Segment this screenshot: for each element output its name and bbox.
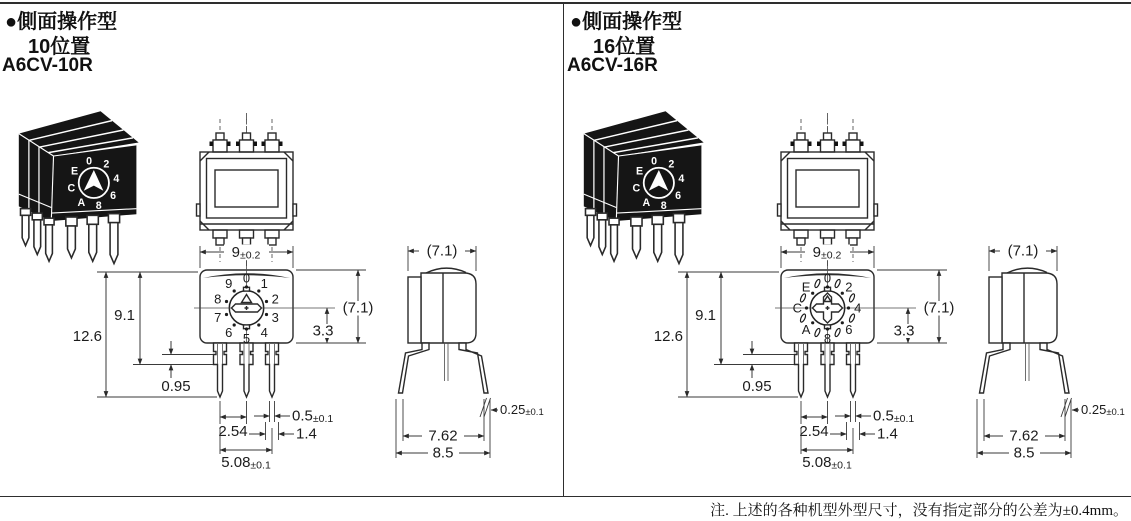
dial-position-dot (257, 289, 260, 292)
dim-pin-width: 0.5±0.1 (873, 407, 915, 425)
iso-front-pins (631, 214, 685, 264)
dial-position-dot (841, 321, 844, 324)
dial-position-label: 2 (103, 158, 110, 171)
dial-position-label: 6 (845, 322, 853, 337)
top-view (778, 113, 878, 266)
side-view (399, 268, 491, 417)
dial-position-label: 8 (214, 291, 222, 307)
dim-pin-width: 0.5±0.1 (292, 407, 334, 425)
dial-position-label: C (67, 182, 76, 195)
dial-position-dot (233, 323, 236, 326)
panel-positions: 16位置 (593, 36, 656, 58)
dial-position-label: 4 (113, 172, 120, 185)
dim-body-height: 9.1 (695, 307, 716, 324)
dial-position-dot (233, 289, 236, 292)
dial-position-dot (225, 300, 228, 303)
dial-position-label: 5 (242, 330, 251, 346)
dim-lead-thickness: 0.25±0.1 (500, 402, 544, 418)
dial-position-label: 8 (823, 330, 832, 346)
dial-position-label: 0 (242, 270, 251, 286)
dial-position-label: 1 (260, 276, 268, 292)
panel-model: A6CV-10R (2, 55, 93, 76)
dial-position-dot (245, 285, 248, 288)
dimension-drawing (0, 0, 563, 497)
dim-center-to-base: 3.3 (893, 322, 915, 340)
dial-position-label: 9 (225, 276, 233, 292)
dial-position-label: A (642, 196, 651, 209)
dial-position-label: E (636, 165, 644, 178)
dial-position-label: 4 (854, 300, 862, 316)
dial-position-label: C (792, 300, 802, 316)
dim-side-width-ref: (7.1) (1007, 242, 1039, 260)
dial-position-label: E (801, 279, 811, 295)
dim-center-to-base: 3.3 (312, 322, 334, 340)
dim-body-width: 9±0.2 (812, 244, 842, 262)
iso-front-pins (66, 214, 120, 264)
isometric-view (584, 111, 704, 263)
dim-body-height: 9.1 (114, 307, 135, 324)
dim-pin-span: 5.08±0.1 (802, 454, 852, 472)
dial-position-label: 8 (95, 200, 102, 213)
dial-position-dot (841, 292, 844, 295)
dial-position-label: 0 (86, 155, 92, 168)
dial-position-dot (826, 327, 829, 330)
dial-position-label: 2 (845, 279, 853, 295)
panel-positions: 10位置 (28, 36, 91, 58)
panel-model: A6CV-16R (567, 55, 658, 76)
dial-position-label: E (71, 165, 79, 178)
dial-position-dot (847, 306, 850, 309)
dial-position-dot (805, 306, 808, 309)
dial-position-dot (826, 285, 829, 288)
dim-collar-height: 0.95 (742, 378, 772, 395)
dial-position-dot (265, 300, 268, 303)
panel-a6cv-10r (0, 0, 563, 497)
dim-pin-pitch: 2.54 (799, 423, 829, 440)
dial-position-label: 7 (214, 310, 222, 325)
dimension-drawing (565, 0, 1128, 497)
dial-position-label: 0 (651, 155, 657, 168)
dim-lead-span-outer: 8.5 (1013, 444, 1035, 462)
dial-position-dot (225, 313, 228, 316)
panel-a6cv-16r (565, 0, 1131, 497)
top-view (197, 113, 297, 266)
dial-position-label: 6 (225, 325, 233, 341)
dial-position-dot (257, 323, 260, 326)
dim-collar-width: 1.4 (877, 425, 898, 443)
dial-position-label: 6 (110, 190, 117, 203)
isometric-view (19, 111, 139, 263)
dial-position-label: A (77, 196, 86, 209)
dim-lead-span-outer: 8.5 (432, 444, 454, 462)
panel-heading: ●側面操作型 (570, 11, 683, 33)
dim-front-height-ref: (7.1) (923, 299, 955, 317)
dial-position-label: 6 (675, 190, 682, 203)
dim-overall-height: 12.6 (72, 328, 102, 345)
dim-overall-height: 12.6 (653, 328, 683, 345)
dial-position-dot (245, 327, 248, 330)
dial-position-dot (811, 292, 814, 295)
dial-position-label: 4 (260, 325, 268, 341)
dial-position-label: 2 (668, 158, 675, 171)
dial-position-label: C (632, 182, 641, 195)
dim-pin-span: 5.08±0.1 (221, 454, 271, 472)
dim-side-width-ref: (7.1) (426, 242, 458, 260)
dial-position-label: 0 (823, 270, 832, 286)
dial-position-dot (811, 321, 814, 324)
dim-body-width: 9±0.2 (231, 244, 261, 262)
dim-lead-thickness: 0.25±0.1 (1081, 402, 1125, 418)
dial-position-label: 3 (271, 310, 279, 325)
dial-position-label: 8 (660, 200, 667, 213)
dim-front-height-ref: (7.1) (342, 299, 374, 317)
dim-collar-width: 1.4 (296, 425, 317, 443)
dim-collar-height: 0.95 (161, 378, 191, 395)
dim-lead-span-inner: 7.62 (428, 427, 458, 445)
dial-position-dot (265, 313, 268, 316)
tolerance-note: 注. 上述的各种机型外型尺寸，没有指定部分的公差为±0.4mm。 (710, 503, 1128, 519)
panel-heading: ●側面操作型 (5, 11, 118, 33)
dial-position-label: 2 (271, 291, 279, 307)
panel-divider (563, 2, 564, 497)
dial-position-label: 4 (678, 172, 685, 185)
dim-pin-pitch: 2.54 (218, 423, 248, 440)
dim-lead-span-inner: 7.62 (1009, 427, 1039, 445)
dial-position-label: A (801, 322, 811, 337)
side-view (980, 268, 1072, 417)
